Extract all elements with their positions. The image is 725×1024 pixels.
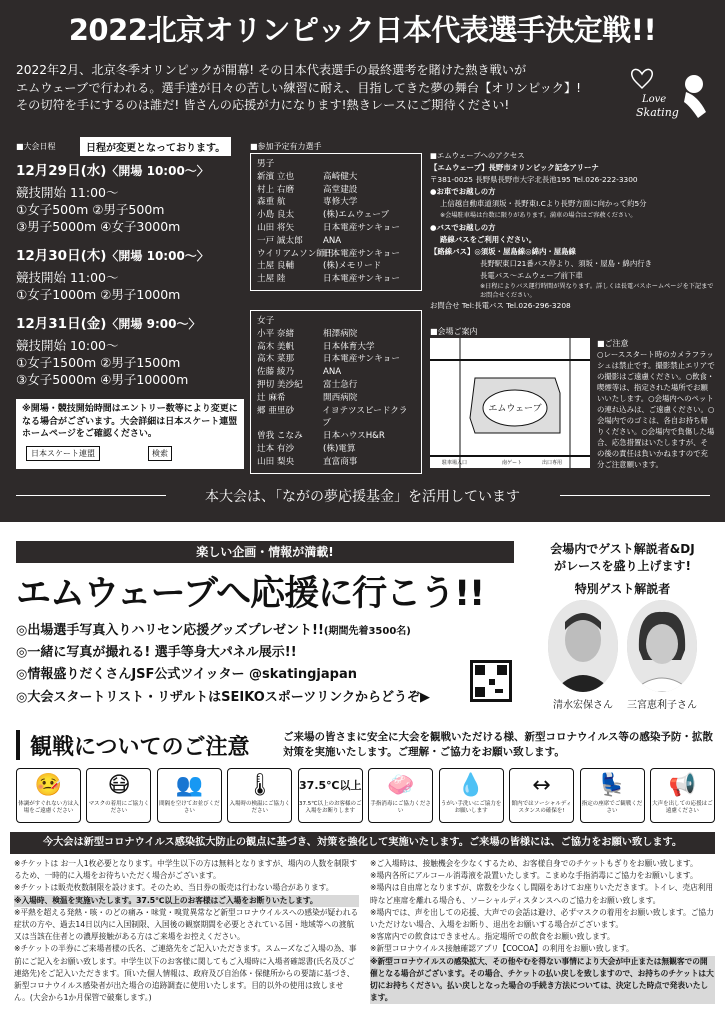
player-row [257,273,415,286]
player-team: 高崎健大 [323,171,358,182]
precaution-icon-card [509,768,574,823]
guest-photo-sannomiya [627,600,697,692]
search-button[interactable]: 検索 [148,446,172,461]
bus-note: ※日程によりバス運行時間が異なります。詳しくは長電バスホームページを下記までお問合せください。 [480,283,714,299]
precaution-label: 体調がすぐれない方は入場をご遠慮ください [18,801,79,814]
day1-date: 12月29日(水)〈開場 10:00〜〉 [16,163,209,179]
intro-line: その切符を手にするのは誰だ! 皆さんの応援が力になります!熱きレースにご期待ください! [16,98,510,112]
player-row [257,341,415,354]
player-row [257,196,415,209]
precaution-icon-card [439,768,504,823]
precaution-icon-card [650,768,715,823]
access-info [430,150,715,312]
venue-address: 〒381-0025 長野県長野市大字北長池195 Tel.026-222-3300 [430,175,638,184]
precaution-label: 手指消毒にご協力ください [370,801,431,814]
precaution-icon-card [298,768,363,823]
precaution-icon: 🧼 [386,773,415,798]
precaution-icon-card [368,768,433,823]
player-name: 山田 将矢 [257,222,295,233]
note-item: ※客席内での飲食はできません。指定場所での飲食をお願い致します。 [370,932,615,942]
player-row [257,222,415,235]
map-gate1: 駐車場入口 [442,460,468,466]
precaution-icon: 💺 [598,773,626,798]
players-box [250,153,422,291]
player-team: 開西病院 [323,392,358,403]
precaution-label: 入場時の検温にご協力ください [229,801,291,814]
caution-box [597,338,715,470]
guest-name: 清水宏保さん [553,700,613,711]
player-row [257,443,415,456]
kansen-text: ご来場の皆さまに安全に大会を観戦いただける様、新型コロナウイルス等の感染予防・拡散対策を実施いたします。ご理解・ご協力をお願い致します。 [283,731,713,758]
note-item: ※場内各所にアルコール消毒液を設置いたします。こまめな手指消毒にご協力をお願いします。 [370,871,698,881]
women-list [257,328,415,469]
player-row [257,366,415,379]
player-row [257,430,415,443]
logo-line1: Love [642,94,667,105]
player-row [257,260,415,273]
player-row [257,328,415,341]
precaution-icon: 🌡 [245,773,274,798]
precaution-label: うがい手洗いにご協力をお願いします [440,801,502,814]
player-team: 日本電産サンキョー [323,248,400,259]
player-row [257,456,415,469]
note-item: ※チケットの半券にご来場者様の氏名、ご連絡先をご記入いただきます。スムーズなご入場の為、事前にご記入をお願い致します。中学生以下のお客様に関してもご入場時に入場者確認書(氏名及びご連絡先)をご記入いただきます。頂いた個人情報は、政府及び自治体・保健所からの要請に基づき、新型コロナウイルス感染者が出た場合の追跡調査に使用いたします。目的以外の使用は致しません。(大会から1か月保管で破棄します。) [14,944,357,1003]
bus-heading: ●バスでお越しの方 [430,223,496,232]
player-name: 押切 美沙紀 [257,379,303,390]
player-row [257,392,415,405]
map-gate3: 出口専用 [542,460,563,466]
car-note: ※会場駐車場は台数に限りがあります。満車の場合はご容赦ください。 [440,212,637,219]
day2-date: 12月30日(木)〈開場 10:00〜〉 [16,248,209,264]
day3-events: 競技開始 10:00〜 ①女子1500m ②男子1500m ③女子5000m ④男子10000m [16,338,189,387]
player-row [257,405,415,431]
player-team: イヨテツスピードクラブ [322,405,408,429]
player-name: 森重 航 [257,197,286,208]
player-row [257,353,415,366]
player-team: 日本ハウスH&R [323,431,385,442]
note-item: ※入場時、検温を実施いたします。37.5℃以上のお客様はご入場をお断りいたします。 [14,895,359,907]
player-name: 一戸 誠太郎 [257,235,303,246]
car-text: 上信越自動車道須坂・長野東I.Cより長野方面に向かって約5分 [440,199,647,208]
precaution-icon: 📢 [668,773,697,798]
promo-item[interactable]: ◎大会スタートリスト・リザルトはSEIKOスポーツリンクからどうぞ▶ [16,690,431,705]
car-heading: ●お車でお越しの方 [430,187,496,196]
player-team: 日本電産サンキョー [323,222,400,233]
precaution-label: マスクの着用にご協力ください [88,801,150,814]
qr-code[interactable] [470,660,512,702]
player-row [257,171,415,184]
covid-strip: 今大会は新型コロナウイルス感染拡大防止の観点に基づき、対策を強化して実施いたします。ご来場の皆様には、ご協力をお願い致します。 [10,832,715,854]
player-row [257,209,415,222]
player-team: 日本体育大学 [323,341,375,352]
precaution-icon: 🤒 [34,773,63,798]
guest-heading: 会場内でゲスト解説者&DJ がレースを盛り上げます! [550,542,695,573]
precaution-icon-card [227,768,292,823]
promo-item: ◎一緒に写真が撮れる! 選手等身大パネル展示!! [16,645,297,660]
player-name: 小島 良太 [257,210,295,221]
player-team: 日本電産サンキョー [323,354,400,365]
note-item: ※新型コロナウイルス接触確認アプリ【COCOA】の利用をお願い致します。 [370,944,634,954]
player-name: 新濱 立也 [257,171,295,182]
day1-events: 競技開始 11:00〜 ①女子500m ②男子500m ③男子5000m ④女子3000m [16,185,181,234]
note-item: ※チケットは販売枚数制限を設けます。そのため、当日券の販売は行わない場合があります。 [14,883,334,893]
precaution-icon: 😷 [107,773,131,798]
schedule-header: ■大会日程 [16,142,56,151]
player-name: 辻本 有沙 [257,443,295,454]
left-notes [14,858,359,1004]
intro-text [16,62,616,115]
precaution-icon: ↔ [532,773,551,798]
page-title: 2022北京オリンピック日本代表選手決定戦!! [68,13,657,47]
love-skating-logo [628,62,714,128]
precaution-label: 館内ではソーシャルディスタンスの確保を! [511,801,572,814]
day2-events: 競技開始 11:00〜 ①女子1000m ②男子1000m [16,270,181,302]
big-heading: エムウェーブへ応援に行こう!! [16,574,485,614]
schedule-changed-badge: 日程が変更となっております。 [80,137,231,156]
player-team: 富士急行 [323,379,358,390]
player-name: 佐藤 綾乃 [257,367,295,378]
note-item: ※チケットは お一人1枚必要となります。中学生以下の方は無料となりますが、場内の人数を制限するため、一時的に入場をお待ちいただく場合がございます。 [14,859,358,881]
venue-name: 【エムウェーブ】長野市オリンピック記念アリーナ [430,163,599,172]
access-header: ■エムウェーブへのアクセス [430,151,525,160]
intro-line: エムウェーブで行われる。選手達が日々の苦しい練習に耐え、目指してきた夢の舞台【オリンピック】! [16,80,582,95]
player-name: 高木 菜那 [257,354,295,365]
player-team: (株)エムウェーブ [323,210,390,221]
player-name: 村上 右磨 [257,184,295,195]
men-label: 男子 [257,159,275,169]
player-team: ANA [323,367,342,378]
map-gate2: 南ゲート [502,460,523,466]
fund-text: 本大会は、「ながの夢応援基金」を活用しています [205,489,520,505]
note-item: ※ご入場時は、接触機会を少なくするため、お客様自身でのチケットもぎりをお願い致します。 [370,859,698,868]
player-name: 曽我 こなみ [257,431,303,442]
player-row [257,235,415,248]
kansen-title: 観戦についてのご注意 [30,735,250,760]
caution-header: ■ご注意 [597,339,629,348]
promo-item[interactable]: ◎情報盛りだくさんJSF公式ツイッター @skatingjapan [16,667,357,682]
venue-map [430,338,590,468]
precaution-icon-card [157,768,222,823]
player-name: 小平 奈緒 [257,328,295,339]
men-list [257,171,415,286]
players-header: ■参加予定有力選手 [250,142,322,151]
precaution-label: 大声を出しての応援はご遠慮ください [652,801,713,814]
player-row [257,379,415,392]
search-box[interactable]: 日本スケート連盟 [26,446,100,461]
player-team: 日本電産サンキョー [323,274,400,285]
player-team: (株)メモリード [323,261,382,272]
player-name: 郷 亜里砂 [257,405,295,416]
player-team: (株)電算 [323,443,356,454]
precaution-label: 37.5℃以上のお客様のご入場をお断りします [299,801,362,814]
player-row [257,184,415,197]
day3-date: 12月31日(金)〈開場 9:00〜〉 [16,316,201,332]
note-item: ※場内では、声を出しての応援、大声での会話は避け、必ずマスクの着用をお願い致します。ご協力いただけない場合、入場をお断り、退出をお願いする場合がございます。 [370,907,714,930]
right-notes [370,858,715,1004]
bus-contact: お問合せ Tel:長電バス Tel.026-296-3208 [430,301,571,310]
player-row [257,248,415,261]
player-name: ウイリアムソン師円 [257,248,334,259]
guest-subheading: 特別ゲスト解説者 [574,582,671,596]
kansen-bar [16,730,20,760]
precaution-label: 指定の座席でご観戦ください [581,801,643,814]
note-item: ※場内は自由席となりますが、席数を少なくし間隔をあけてお座りいただきます。トイレ、売店利用時など座席を離れる場合も、ソーシャルディスタンスへのご協力をお願い致します。 [370,883,714,905]
precaution-icons [16,768,715,823]
bus-route-detail: 長野駅東口21番バス停より、須坂・屋島・綿内行き [480,259,653,268]
precaution-icon-card [16,768,81,823]
bus-stop: 長電バス〜エムウェーブ前下車 [480,271,583,280]
player-name: 辻 麻希 [257,392,286,403]
schedule-note: ※開場・競技開始時間はエントリー数等により変更になる場合がございます。大会詳細は日本スケート連盟ホームページをご確認ください。 [16,399,244,469]
precaution-icon: 37.5℃以上 [299,779,362,792]
bus-route: 【路線バス】◎須坂・屋島線◎綿内・屋島線 [430,247,576,256]
note-item: ※新型コロナウイルスの感染拡大、その他やむを得ない事情により大会が中止または無観客での開催となる場合がございます。その場合、チケットの払い戻しを致しますので、お持ちのチケットは大切にお持ちください。払い戻しとなった場合の手続き方法については、決定した時点で発表いたします。 [370,956,715,1005]
intro-line: 2022年2月、北京冬季オリンピックが開幕! その日本代表選手の最終選考を賭けた熱き戦いが [16,63,527,77]
precaution-icon: 💧 [457,773,485,798]
precaution-label: 間隔を空けてお並びください [159,801,220,814]
player-name: 高木 美帆 [257,341,295,352]
guest-name: 三宮恵利子さん [627,700,697,711]
precaution-icon-card [580,768,645,823]
player-team: 相澤病院 [323,328,358,339]
bus-text: 路線バスをご利用ください。 [440,235,537,244]
player-team: ANA [323,235,342,246]
map-header: ■会場ご案内 [430,327,478,336]
promo-item: ◎出場選手写真入りハリセン応援グッズプレゼント!!(期間先着3500名) [16,623,411,638]
women-label: 女子 [257,316,275,326]
caution-text: ○レーススタート時のカメラフラッシュは禁止です。撮影禁止エリアでの撮影はご遠慮ください。○飲食・喫煙等は、指定された場所でお願いいたします。○会場内へのペットの連れ込みは、ご遠慮ください。○会場内でのゴミは、各自お持ち帰りください。○会場内で負傷した場合、応急措置はいたしますが、その後の責任は負いかねますので充分ご注意願います。 [597,350,715,469]
player-team: 高堂建設 [323,184,358,195]
event-banner: 楽しい企画・情報が満載! [16,541,514,563]
player-team: 直富商事 [323,456,358,467]
player-team: 専修大学 [323,197,358,208]
map-venue-label: エムウェーブ [488,404,542,414]
player-name: 土屋 陸 [257,274,286,285]
player-name: 土屋 良輔 [257,261,295,272]
note-item: ※平熱を超える発熱・咳・のどの痛み・味覚・嗅覚異常など新型コロナウイルスへの感染が疑われる症状の方や、過去14日以内に入国制限、入国後の観察期間を必要とされている国・地域等への渡航又は当該在住者との濃厚接触がある方はご来場をお控えください。 [14,907,359,942]
precaution-icon: 👥 [175,773,204,798]
guest-photo-shimizu [548,600,618,692]
player-name: 山田 梨央 [257,456,295,467]
precaution-icon-card [86,768,151,823]
players-women-box [250,310,422,474]
logo-line2: Skating [636,106,679,119]
